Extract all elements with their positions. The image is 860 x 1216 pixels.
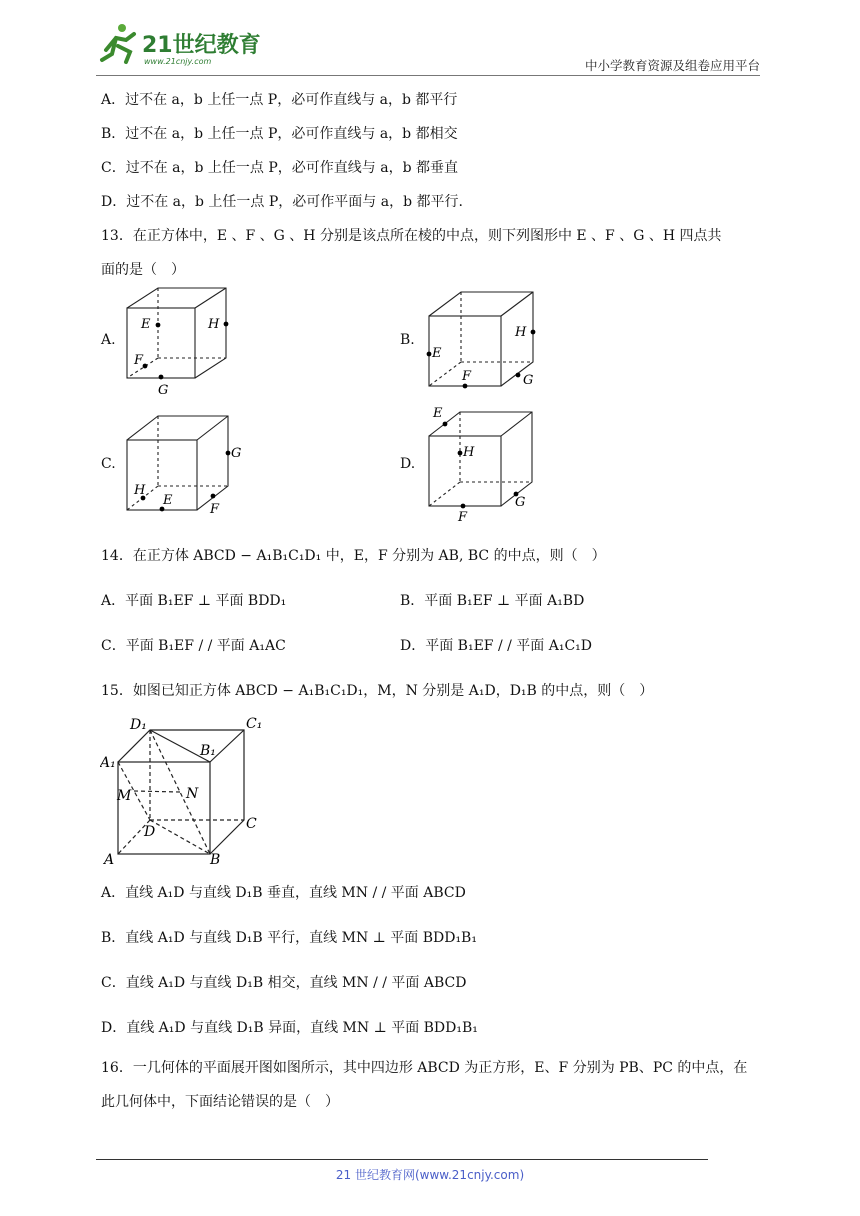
q15-label-b1: B₁: [200, 743, 216, 759]
q15-stem: 15．如图已知正方体 ABCD − A₁B₁C₁D₁，M，N 分别是 A₁D，D₁B 的中点，则（ ）: [101, 683, 654, 699]
q13-cube-a: [118, 282, 238, 402]
header-divider: [96, 75, 760, 76]
q13d-point-g: G: [515, 495, 526, 510]
q14-option-b: B．平面 B₁EF ⊥ 平面 A₁BD: [400, 593, 585, 609]
runner-icon: [102, 24, 134, 62]
q13-label-b: B.: [400, 332, 415, 348]
q16-stem-line1: 16．一几何体的平面展开图如图所示，其中四边形 ABCD 为正方形，E、F 分别为 PB、PC 的中点，在: [101, 1060, 748, 1076]
q14-option-d: D．平面 B₁EF / / 平面 A₁C₁D: [400, 638, 593, 654]
q14-option-a: A．平面 B₁EF ⊥ 平面 BDD₁: [101, 593, 287, 609]
q16-stem-line2: 此几何体中，下面结论错误的是（ ）: [101, 1094, 339, 1110]
site-logo: [96, 20, 266, 70]
logo-text: 21世纪教育: [142, 33, 261, 58]
q13b-point-e: E: [432, 346, 442, 361]
q12-option-a: A．过不在 a，b 上任一点 P，必可作直线与 a，b 都平行: [101, 92, 458, 108]
q13c-point-g: G: [231, 446, 242, 461]
q15-label-c1: C₁: [246, 716, 263, 732]
q15-label-a1: A₁: [100, 755, 116, 771]
q13c-point-h: H: [134, 483, 146, 498]
q13-label-c: C.: [101, 456, 116, 472]
q12-option-d: D．过不在 a，b 上任一点 P，必可作平面与 a，b 都平行.: [101, 194, 463, 210]
q13-stem-line2: 面的是（ ）: [101, 262, 185, 278]
q13a-point-e: E: [141, 317, 151, 332]
q15-label-d: D: [144, 824, 156, 840]
footer-text: 21 世纪教育网(www.21cnjy.com): [335, 1168, 525, 1182]
platform-name: 中小学教育资源及组卷应用平台: [584, 58, 760, 73]
q14-option-c: C．平面 B₁EF / / 平面 A₁AC: [101, 638, 286, 654]
q13a-point-h: H: [208, 317, 220, 332]
q13-cube-d: [429, 406, 532, 524]
q15-label-a: A: [104, 852, 115, 868]
q13-cube-b: [427, 292, 536, 388]
q12-option-c: C．过不在 a，b 上任一点 P，必可作直线与 a，b 都垂直: [101, 160, 458, 176]
q13-stem-line1: 13．在正方体中，E 、F 、G 、H 分别是该点所在棱的中点，则下列图形中 E 、F 、G 、H 四点共: [101, 228, 722, 244]
q15-label-n: N: [186, 786, 199, 802]
q13b-point-h: H: [515, 325, 527, 340]
q15-label-c: C: [246, 816, 257, 832]
q15-option-b: B．直线 A₁D 与直线 D₁B 平行，直线 MN ⊥ 平面 BDD₁B₁: [101, 930, 477, 946]
q13-cube-c: [127, 416, 241, 517]
q15-option-d: D．直线 A₁D 与直线 D₁B 异面，直线 MN ⊥ 平面 BDD₁B₁: [101, 1020, 478, 1036]
q13b-point-f: F: [462, 369, 472, 384]
q15-cube: [100, 712, 270, 870]
q13a-point-g: G: [158, 383, 169, 398]
logo-url: www.21cnjy.com: [144, 57, 212, 66]
footer-divider: [96, 1159, 708, 1160]
q13-label-d: D.: [400, 456, 416, 472]
q15-option-a: A．直线 A₁D 与直线 D₁B 垂直，直线 MN / / 平面 ABCD: [101, 885, 466, 901]
q15-option-c: C．直线 A₁D 与直线 D₁B 相交，直线 MN / / 平面 ABCD: [101, 975, 467, 991]
q15-label-b: B: [210, 852, 221, 868]
q13b-point-g: G: [523, 373, 534, 388]
q13d-point-h: H: [463, 445, 475, 460]
q13d-point-e: E: [433, 406, 443, 421]
q15-label-d1: D₁: [130, 717, 147, 733]
q13a-point-f: F: [134, 353, 144, 368]
q15-label-m: M: [117, 788, 132, 804]
q12-option-b: B．过不在 a，b 上任一点 P，必可作直线与 a，b 都相交: [101, 126, 458, 142]
q14-stem: 14．在正方体 ABCD − A₁B₁C₁D₁ 中，E，F 分别为 AB, BC 的中点，则（ ）: [101, 548, 606, 564]
q13d-point-f: F: [458, 510, 468, 524]
q13c-point-e: E: [163, 493, 173, 508]
q13-label-a: A.: [101, 332, 116, 348]
q13c-point-f: F: [210, 502, 220, 517]
